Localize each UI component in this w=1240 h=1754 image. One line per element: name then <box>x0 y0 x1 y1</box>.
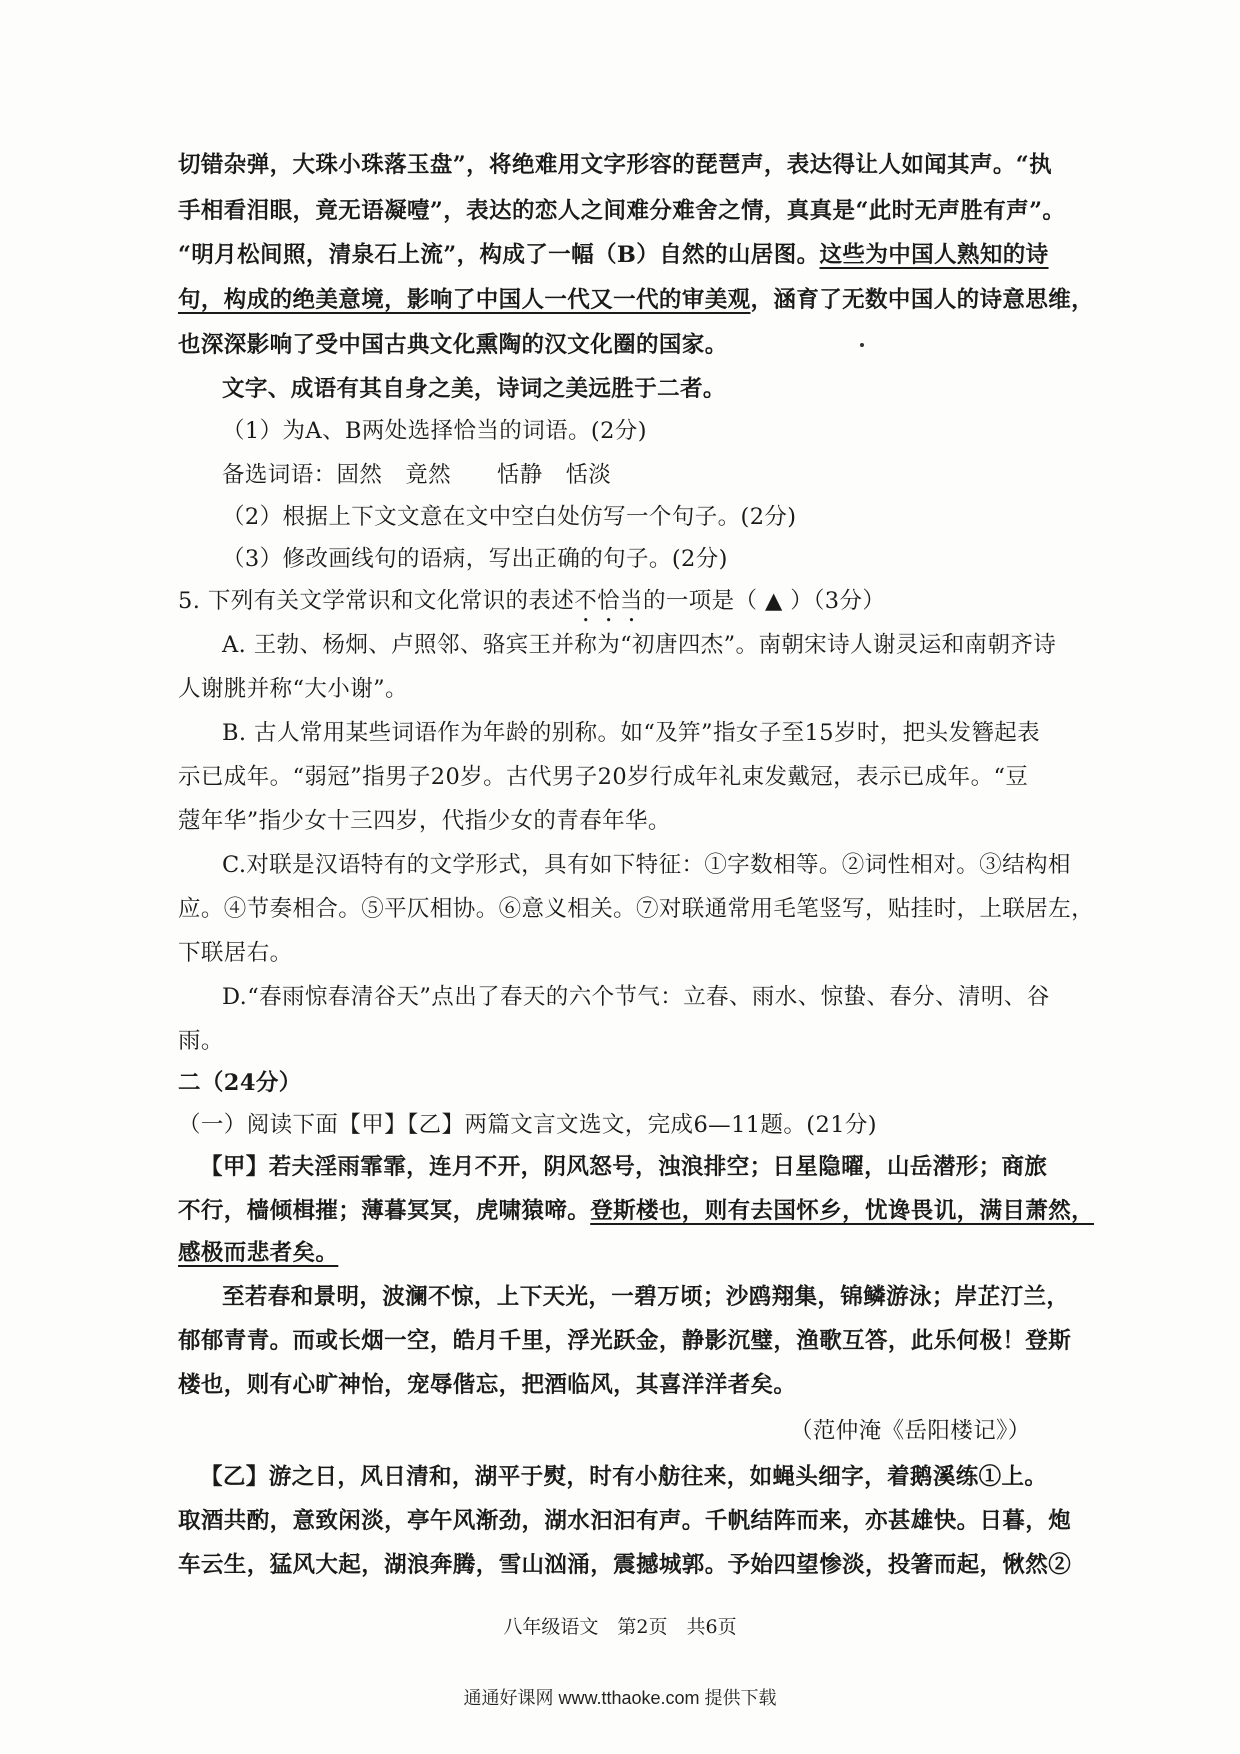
underlined-sentence: 这些为中国人熟知的诗 <box>819 242 1049 268</box>
classical-text-jia: 郁郁青青。而或长烟一空，皓月千里，浮光跃金，静影沉璧，渔歌互答，此乐何极！登斯 <box>178 1328 1072 1354</box>
question-5-stem-text: 5. 下列有关文学常识和文化常识的表述 <box>178 588 575 614</box>
section-intro: （一）阅读下面【甲】【乙】两篇文言文选文，完成6—11题。(21分) <box>178 1112 877 1138</box>
download-credit: 通通好课网 www.tthaoke.com 提供下载 <box>463 1688 777 1708</box>
source-citation: （范仲淹《岳阳楼记》） <box>790 1418 1031 1444</box>
passage-line <box>178 240 1049 270</box>
page-footer: 八年级语文 第2页 共6页 <box>503 1616 737 1638</box>
passage-line: 文字、成语有其自身之美，诗词之美远胜于二者。 <box>222 376 726 402</box>
option-b: B. 古人常用某些词语作为年龄的别称。如“及笄”指女子至15岁时，把头发簪起表 <box>222 720 1041 746</box>
option-c: 下联居右。 <box>178 940 293 966</box>
classical-text-jia: 楼也，则有心旷神怡，宠辱偕忘，把酒临风，其喜洋洋者矣。 <box>178 1372 797 1398</box>
option-b: 蔻年华”指少女十三四岁，代指少女的青春年华。 <box>178 808 671 834</box>
classical-text-jia: 至若春和景明，波澜不惊，上下天光，一碧万顷；沙鸥翔集，锦鳞游泳；岸芷汀兰， <box>222 1284 1070 1310</box>
passage-text: ，涵育了无数中国人的诗意思维， <box>750 287 1095 313</box>
question-4-2: （2）根据上下文文意在文中空白处仿写一个句子。(2分) <box>222 504 797 530</box>
classical-text-jia <box>178 1238 338 1268</box>
underlined-sentence: 句，构成的绝美意境，影响了中国人一代又一代的审美观 <box>178 287 751 313</box>
question-4-1: （1）为A、B两处选择恰当的词语。(2分) <box>222 418 647 444</box>
underlined-sentence: 感极而悲者矣。 <box>178 1240 339 1266</box>
passage-line: 切错杂弹，大珠小珠落玉盘”，将绝难用文字形容的琵琶声，表达得让人如闻其声。“执 <box>178 152 1052 178</box>
question-4-options: 备选词语：固然 竟然 恬静 恬淡 <box>222 462 612 488</box>
option-a: A. 王勃、杨炯、卢照邻、骆宾王并称为“初唐四杰”。南朝宋诗人谢灵运和南朝齐诗 <box>222 632 1057 658</box>
option-c: 应。④节奏相合。⑤平仄相协。⑥意义相关。⑦对联通常用毛笔竖写，贴挂时，上联居左， <box>178 896 1095 922</box>
section-heading: 二（24分） <box>178 1070 302 1096</box>
underlined-sentence: 登斯楼也，则有去国怀乡，忧谗畏讥，满目萧然， <box>590 1198 1095 1224</box>
option-c: C.对联是汉语特有的文学形式，具有如下特征：①字数相等。②词性相对。③结构相 <box>222 852 1071 878</box>
classical-text-yi: 取酒共酌，意致闲淡，亭午风渐劲，湖水汩汩有声。千帆结阵而来，亦甚雄快。日暮，炮 <box>178 1508 1072 1534</box>
classical-text-yi: 车云生，猛风大起，湖浪奔腾，雪山汹涌，震撼城郭。予始四望惨淡，投箸而起，愀然② <box>178 1552 1072 1578</box>
classical-text-yi: 【乙】游之日，风日清和，湖平于熨，时有小舫往来，如蝇头细字，着鹅溪练①上。 <box>200 1464 1048 1490</box>
question-4-3: （3）修改画线句的语病，写出正确的句子。(2分) <box>222 546 728 572</box>
classical-text-jia <box>178 1196 1094 1226</box>
emphasized-text: 不恰当 <box>574 588 643 614</box>
option-b: 示已成年。“弱冠”指男子20岁。古代男子20岁行成年礼束发戴冠，表示已成年。“豆 <box>178 764 1029 790</box>
question-5-stem <box>178 586 885 627</box>
option-d: D.“春雨惊春清谷天”点出了春天的六个节气：立春、雨水、惊蛰、春分、清明、谷 <box>222 984 1050 1010</box>
passage-text: “明月松间照，清泉石上流”，构成了一幅（B）自然的山居图。 <box>178 242 820 268</box>
option-d: 雨。 <box>178 1028 224 1054</box>
scan-speck <box>860 343 864 347</box>
passage-line: 手相看泪眼，竟无语凝噎”，表达的恋人之间难分难舍之情，真真是“此时无声胜有声”。 <box>178 198 1066 224</box>
passage-line <box>178 285 1094 315</box>
classical-text-jia: 【甲】若夫淫雨霏霏，连月不开，阴风怒号，浊浪排空；日星隐曜，山岳潜形；商旅 <box>200 1154 1048 1180</box>
passage-line: 也深深影响了受中国古典文化熏陶的汉文化圈的国家。 <box>178 332 728 358</box>
classical-text: 不行，樯倾楫摧；薄暮冥冥，虎啸猿啼。 <box>178 1198 591 1224</box>
option-a: 人谢朓并称“大小谢”。 <box>178 676 408 702</box>
question-5-stem-text: 的一项是（ ▲ ）（3分） <box>642 588 886 614</box>
